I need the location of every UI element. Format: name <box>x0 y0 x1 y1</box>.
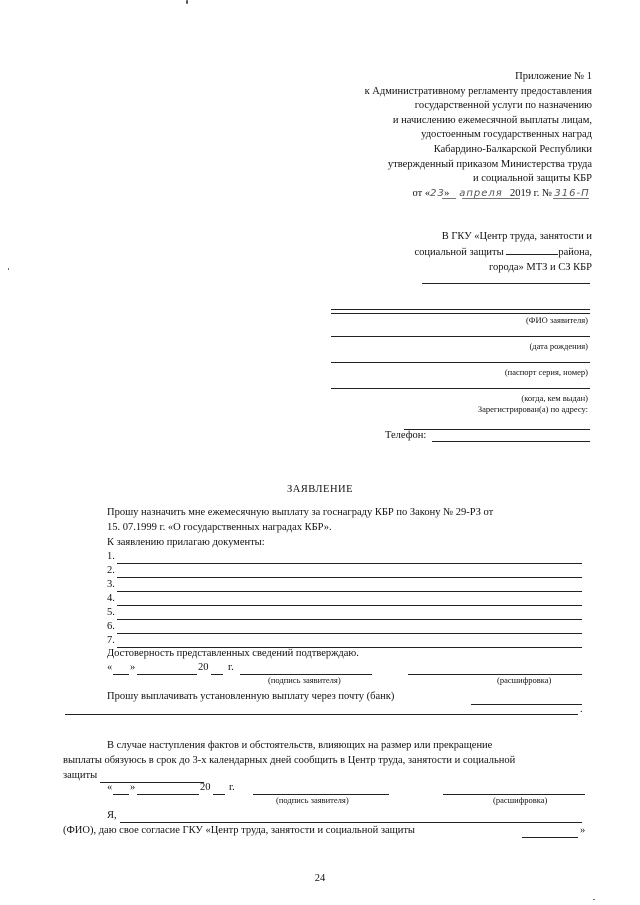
payment-line-b[interactable] <box>65 714 578 715</box>
appendix-title: Приложение № 1 <box>515 71 592 82</box>
document-item-label: 6. <box>107 621 115 632</box>
birth-date-line[interactable] <box>331 336 590 337</box>
date-year-line-2[interactable] <box>213 794 225 795</box>
issued-caption: (когда, кем выдан) <box>521 393 588 403</box>
date-day-line-2[interactable] <box>113 794 129 795</box>
document-item-label: 4. <box>107 593 115 604</box>
document-item-line[interactable] <box>117 605 582 606</box>
document-item-line[interactable] <box>117 577 582 578</box>
phone-line[interactable] <box>432 441 590 442</box>
payment-line-a[interactable] <box>471 704 582 705</box>
date-open-quote-1: « <box>107 662 113 673</box>
date-close-quote-2: » <box>130 782 136 793</box>
request-line-2: 15. 07.1999 г. «О государственных наградах КБР». <box>107 522 332 533</box>
attach-label: К заявлению прилагаю документы: <box>107 537 265 548</box>
handwritten-day: 23 <box>430 187 445 199</box>
date-close-quote-1: » <box>130 662 136 673</box>
appendix-line: и социальной защиты КБР <box>473 173 592 185</box>
addressee-blank-line <box>422 283 590 284</box>
handwritten-order-number: 316-П <box>554 187 590 199</box>
fio-line-a[interactable] <box>331 309 590 310</box>
phone-label: Телефон: <box>385 430 427 441</box>
date-month-underline <box>462 198 520 199</box>
date-day-underline <box>442 198 456 199</box>
notify-line-2: выплаты обязуюсь в срок до 3-х календарных дней сообщить в Центр труда, занятости и социальной <box>63 755 516 766</box>
document-item-line[interactable] <box>117 633 582 634</box>
notify-blank-line[interactable] <box>100 782 204 783</box>
consent-ya: Я, <box>107 810 117 821</box>
decode-line-1[interactable] <box>408 674 582 675</box>
fio-line-b[interactable] <box>331 313 590 314</box>
addressee-block <box>414 229 592 276</box>
confirm-text: Достоверность представленных сведений подтверждаю. <box>107 648 359 659</box>
page-number: 24 <box>314 873 326 884</box>
document-item-label: 3. <box>107 579 115 590</box>
appendix-date-line: от «23» апреля 2019 г. № 316-П <box>365 187 592 202</box>
payment-text: Прошу выплачивать установленную выплату через почту (банк) <box>107 691 395 702</box>
decode-caption-1: (расшифровка) <box>497 675 552 685</box>
date-year-1: 20 <box>198 662 209 673</box>
date-year-2: 20 <box>200 782 211 793</box>
date-open-quote-2: « <box>107 782 113 793</box>
date-g-2: г. <box>229 782 235 793</box>
notify-line-1: В случае наступления фактов и обстоятельств, влияющих на размер или прекращение <box>107 740 493 751</box>
request-line-1: Прошу назначить мне ежемесячную выплату за госнаграду КБР по Закону № 29-РЗ от <box>107 507 494 518</box>
decode-caption-2: (расшифровка) <box>493 795 548 805</box>
date-month-line-1[interactable] <box>137 674 197 675</box>
scan-speck-bottom <box>593 899 595 900</box>
document-item-line[interactable] <box>117 563 582 564</box>
appendix-line: к Административному регламенту предоставления <box>364 85 592 97</box>
document-item-line[interactable] <box>117 591 582 592</box>
handwritten-month: апреля <box>459 187 503 199</box>
passport-line[interactable] <box>331 362 590 363</box>
document-item-label: 2. <box>107 565 115 576</box>
issued-line[interactable] <box>331 388 590 389</box>
scan-speck-top <box>186 0 188 4</box>
addressee-line-2: социальной защиты района, <box>414 246 592 258</box>
consent-text: (ФИО), даю свое согласие ГКУ «Центр труда, занятости и социальной защиты <box>63 825 415 836</box>
appendix-block <box>365 70 592 201</box>
date-day-line-1[interactable] <box>113 674 129 675</box>
passport-caption: (паспорт серия, номер) <box>504 367 588 377</box>
birth-date-caption: (дата рождения) <box>529 341 588 351</box>
addressee-line-3: города» МТЗ и СЗ КБР <box>488 262 592 273</box>
registered-caption: Зарегистрирован(а) по адресу: <box>477 404 588 414</box>
address-line[interactable] <box>404 429 590 430</box>
document-item-line[interactable] <box>117 619 582 620</box>
document-item-label: 1. <box>107 551 115 562</box>
date-month-line-2[interactable] <box>137 794 199 795</box>
payment-dot: . <box>580 704 583 715</box>
addressee-line-1: В ГКУ «Центр труда, занятости и <box>441 231 592 242</box>
signature-caption-2: (подпись заявителя) <box>276 795 349 805</box>
appendix-line: удостоенным государственных наград <box>421 129 592 141</box>
order-number-underline <box>553 198 589 199</box>
appendix-line: Кабардино-Балкарской Республики <box>433 143 592 155</box>
date-year-line-1[interactable] <box>211 674 223 675</box>
consent-name-line[interactable] <box>120 822 582 823</box>
consent-region-line[interactable] <box>522 837 578 838</box>
document-title: ЗАЯВЛЕНИЕ <box>286 484 354 495</box>
date-g-1: г. <box>228 662 234 673</box>
appendix-line: и начислению ежемесячной выплаты лицам, <box>392 114 592 126</box>
document-item-label: 7. <box>107 635 115 646</box>
signature-caption-1: (подпись заявителя) <box>268 675 341 685</box>
appendix-line: государственной услуги по назначению <box>414 100 592 112</box>
appendix-line: утвержденный приказом Министерства труда <box>387 158 592 170</box>
notify-line-3: защиты <box>63 770 98 781</box>
consent-end-quote: » <box>580 825 586 836</box>
scan-speck-left <box>8 268 9 270</box>
document-item-label: 5. <box>107 607 115 618</box>
fio-caption: (ФИО заявителя) <box>525 315 588 325</box>
